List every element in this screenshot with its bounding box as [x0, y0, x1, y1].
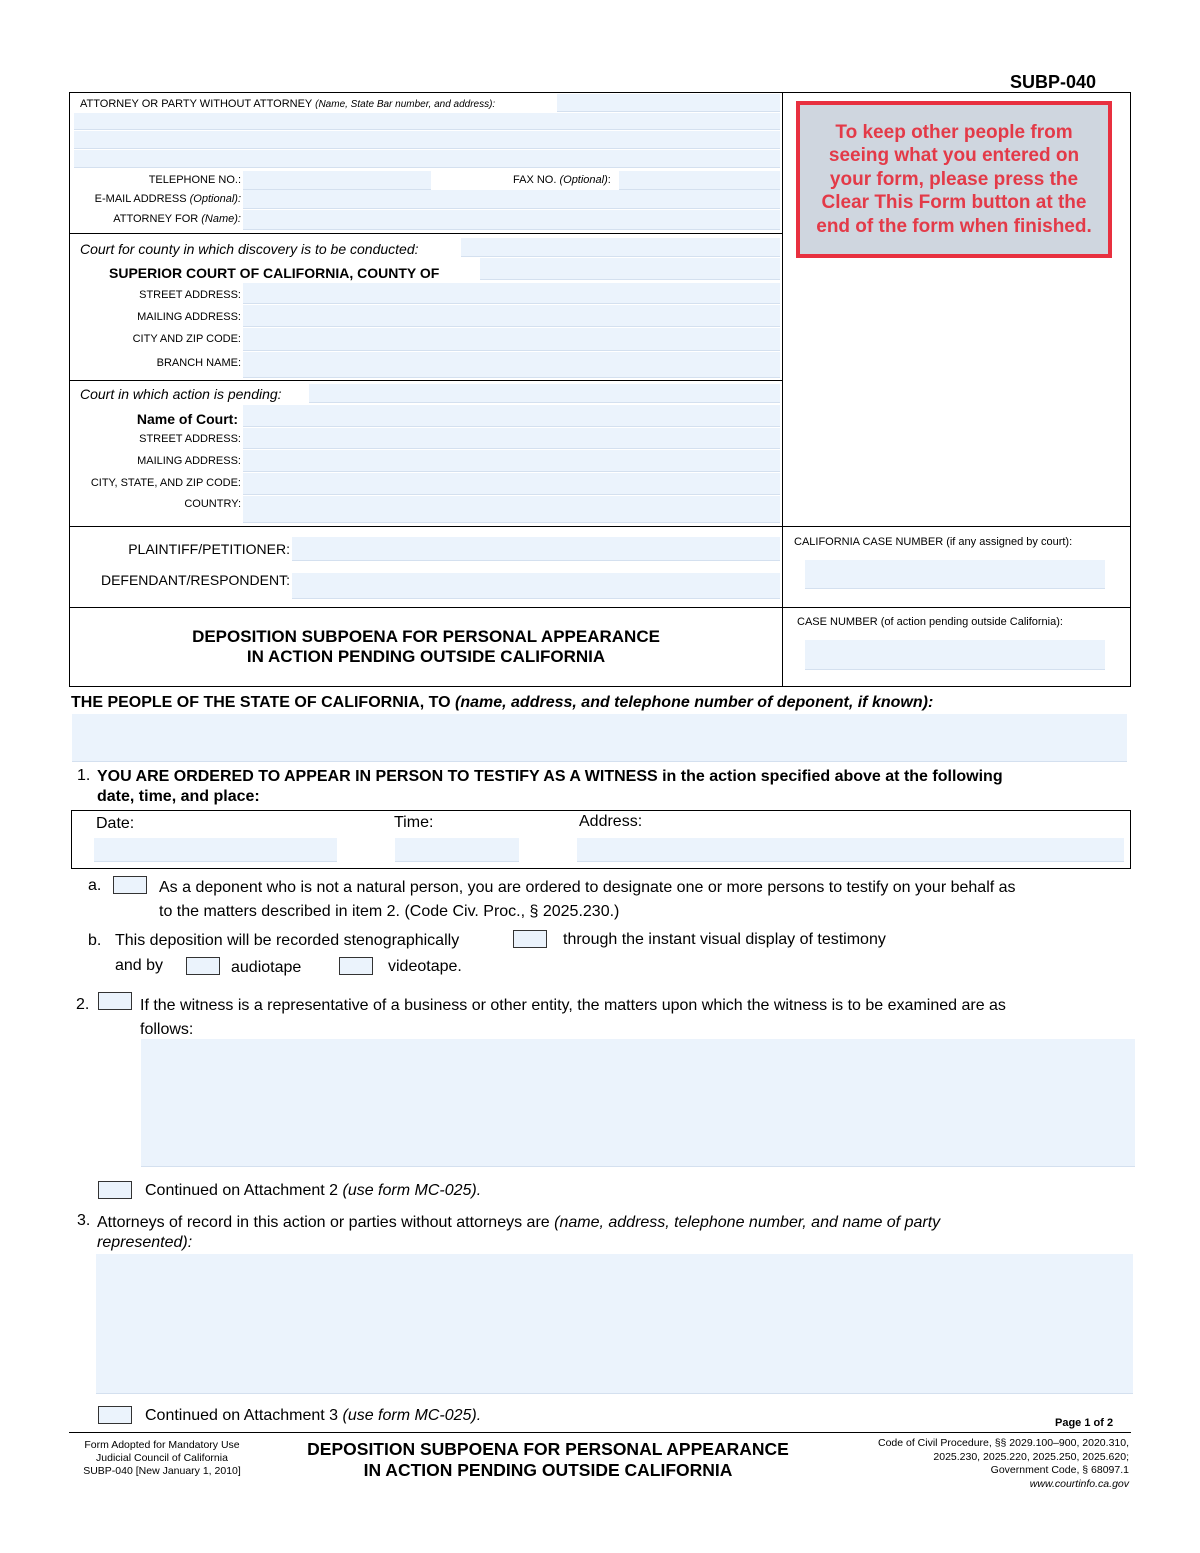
- address-label: Address:: [579, 813, 643, 830]
- discovery-court-heading-field[interactable]: [461, 238, 780, 257]
- attorney-label: [80, 98, 495, 110]
- date-field[interactable]: [94, 838, 337, 862]
- footer-adopted-line3: SUBP-040 [New January 1, 2010]: [83, 1465, 241, 1477]
- clear-form-notice: [796, 101, 1112, 258]
- pending-court-name-field[interactable]: [243, 405, 780, 427]
- item2-matters-field[interactable]: [141, 1039, 1135, 1167]
- telephone-label: TELEPHONE NO.:: [148, 174, 241, 186]
- email-label-text: E-MAIL ADDRESS: [94, 193, 187, 205]
- footer-rule: [69, 1432, 1131, 1433]
- pending-city-label: CITY, STATE, AND ZIP CODE:: [90, 477, 241, 489]
- form-title: [70, 627, 782, 667]
- deponent-field[interactable]: [72, 714, 1127, 762]
- fax-label-italic: (Optional): [559, 174, 608, 186]
- discovery-mailing-label: MAILING ADDRESS:: [137, 311, 241, 323]
- superior-court-label: SUPERIOR COURT OF CALIFORNIA, COUNTY OF: [109, 265, 440, 281]
- outside-case-number-label: CASE NUMBER (of action pending outside California):: [797, 616, 1063, 628]
- item2-text-line2: follows:: [140, 1021, 194, 1038]
- clear-form-notice-text: To keep other people from seeing what you entered on your form, please press the Clear This Form button at the end of the form when finished.: [816, 121, 1092, 237]
- footer-website-link[interactable]: www.courtinfo.ca.gov: [1029, 1477, 1129, 1490]
- audiotape-label: audiotape: [231, 959, 302, 976]
- time-field[interactable]: [395, 838, 519, 862]
- footer-code-line3: Government Code, § 68097.1: [990, 1464, 1129, 1476]
- form-title-line1: DEPOSITION SUBPOENA FOR PERSONAL APPEARANCE: [192, 627, 660, 646]
- item1a-text-line2: to the matters described in item 2. (Code Civ. Proc., § 2025.230.): [159, 903, 620, 920]
- footer-adopted: [62, 1439, 262, 1478]
- people-line-italic: (name, address, and telephone number of deponent, if known):: [455, 694, 934, 711]
- attorney-address-line1[interactable]: [74, 113, 780, 130]
- attorney-name-field[interactable]: [557, 94, 780, 112]
- instant-display-checkbox[interactable]: [513, 930, 547, 948]
- item3-attorneys-field[interactable]: [96, 1254, 1133, 1394]
- item1a-checkbox[interactable]: [113, 876, 147, 894]
- pending-mailing-label: MAILING ADDRESS:: [137, 455, 241, 467]
- footer-title-line1: DEPOSITION SUBPOENA FOR PERSONAL APPEARANCE: [307, 1439, 789, 1459]
- county-field[interactable]: [480, 258, 780, 280]
- audiotape-checkbox[interactable]: [186, 957, 220, 975]
- footer-code-line2: 2025.230, 2025.220, 2025.250, 2025.620;: [933, 1450, 1129, 1463]
- item2-continued-italic: (use form MC-025).: [342, 1182, 482, 1199]
- attorney-label-text: ATTORNEY OR PARTY WITHOUT ATTORNEY: [80, 98, 313, 110]
- pending-country-label: COUNTRY:: [184, 498, 241, 510]
- attorney-address-line3[interactable]: [74, 150, 780, 168]
- people-line: [71, 694, 933, 712]
- attorney-for-label-italic: (Name):: [201, 213, 241, 225]
- header-divider-vertical: [782, 92, 783, 686]
- item2-continued-text: Continued on Attachment 2: [145, 1182, 339, 1199]
- footer-code-line1: Code of Civil Procedure, §§ 2029.100–900, 2020.310,: [877, 1437, 1129, 1449]
- discovery-branch-label: BRANCH NAME:: [156, 357, 241, 369]
- item1-text: [97, 767, 1003, 807]
- discovery-mailing-field[interactable]: [243, 305, 780, 327]
- header-bottom-border: [69, 686, 1131, 687]
- discovery-street-field[interactable]: [243, 283, 780, 304]
- item2-checkbox[interactable]: [98, 992, 132, 1010]
- attorney-address-line2[interactable]: [74, 131, 780, 149]
- item3-continued-italic: (use form MC-025).: [342, 1407, 482, 1424]
- ca-case-number-field[interactable]: [805, 560, 1105, 589]
- item3-number: 3.: [77, 1212, 91, 1229]
- header-left-border: [69, 92, 70, 686]
- item2-text-line1: If the witness is a representative of a business or other entity, the matters upon which the witness is to be examined are as: [140, 997, 1006, 1014]
- discovery-branch-field[interactable]: [243, 352, 780, 378]
- email-field[interactable]: [243, 190, 780, 209]
- fax-label-text: FAX NO.: [513, 174, 557, 186]
- header-divider-3: [69, 526, 1131, 527]
- outside-case-number-field[interactable]: [805, 640, 1105, 670]
- footer-adopted-line2: Judicial Council of California: [96, 1452, 228, 1464]
- plaintiff-field[interactable]: [292, 537, 780, 561]
- footer-title: [268, 1439, 828, 1481]
- fax-label: FAX NO. (Optional):: [513, 174, 611, 186]
- page-number: Page 1 of 2: [1055, 1417, 1114, 1429]
- defendant-label: DEFENDANT/RESPONDENT:: [100, 572, 290, 588]
- plaintiff-label: PLAINTIFF/PETITIONER:: [128, 541, 290, 557]
- header-divider-2: [69, 380, 782, 381]
- footer-title-line2: IN ACTION PENDING OUTSIDE CALIFORNIA: [363, 1460, 733, 1480]
- pending-court-heading: Court in which action is pending:: [80, 386, 282, 402]
- header-top-border: [69, 92, 1131, 93]
- fax-field[interactable]: [619, 171, 780, 190]
- videotape-checkbox[interactable]: [339, 957, 373, 975]
- pending-street-field[interactable]: [243, 428, 780, 449]
- discovery-street-label: STREET ADDRESS:: [139, 289, 241, 301]
- item1-text-line1: YOU ARE ORDERED TO APPEAR IN PERSON TO TESTIFY AS A WITNESS in the action specified above at the following: [97, 768, 1003, 785]
- item1a-text-line1: As a deponent who is not a natural person, you are ordered to designate one or more persons to testify on your behalf as: [159, 879, 1016, 896]
- item1b-letter: b.: [88, 932, 102, 949]
- attorney-for-label-text: ATTORNEY FOR: [113, 213, 199, 225]
- item2-text: [140, 994, 1006, 1042]
- videotape-label: videotape.: [388, 958, 462, 975]
- attorney-for-field[interactable]: [243, 210, 780, 230]
- email-label-italic: (Optional):: [189, 193, 241, 205]
- item3-text-line1-italic: (name, address, telephone number, and name of party: [554, 1214, 941, 1231]
- item2-number: 2.: [76, 996, 90, 1013]
- instant-display-label: through the instant visual display of testimony: [563, 931, 886, 948]
- pending-street-label: STREET ADDRESS:: [139, 433, 241, 445]
- item3-continued-checkbox[interactable]: [98, 1406, 132, 1424]
- item1-number: 1.: [77, 767, 91, 784]
- item1-text-line2: date, time, and place:: [97, 788, 260, 805]
- footer-adopted-line1: Form Adopted for Mandatory Use: [84, 1439, 240, 1451]
- header-divider-1: [69, 233, 782, 234]
- item3-text-line1-plain: Attorneys of record in this action or parties without attorneys are: [97, 1214, 550, 1231]
- form-title-line2: IN ACTION PENDING OUTSIDE CALIFORNIA: [246, 647, 606, 666]
- pending-mailing-field[interactable]: [243, 450, 780, 472]
- item3-text: [97, 1213, 940, 1253]
- item3-text-line1: [97, 1213, 940, 1233]
- discovery-court-heading: Court for county in which discovery is to be conducted:: [80, 241, 419, 257]
- attorney-for-label: [60, 213, 241, 225]
- date-label: Date:: [96, 815, 135, 832]
- and-by-label: and by: [115, 957, 164, 974]
- footer-citations: [820, 1437, 1129, 1491]
- item3-continued-label: [145, 1407, 481, 1425]
- people-line-text: THE PEOPLE OF THE STATE OF CALIFORNIA, TO: [71, 694, 451, 711]
- header-divider-4: [69, 607, 1131, 608]
- discovery-city-label: CITY AND ZIP CODE:: [132, 333, 241, 345]
- ca-case-number-label: CALIFORNIA CASE NUMBER (if any assigned by court):: [794, 536, 1073, 548]
- item3-text-line2-italic: represented):: [97, 1234, 193, 1251]
- pending-city-field[interactable]: [243, 473, 780, 495]
- telephone-field[interactable]: [243, 171, 431, 190]
- attorney-label-italic: (Name, State Bar number, and address):: [315, 99, 496, 110]
- email-label: [60, 193, 241, 205]
- defendant-field[interactable]: [292, 573, 780, 599]
- item2-continued-label: [145, 1182, 481, 1200]
- item3-continued-text: Continued on Attachment 3: [145, 1407, 339, 1424]
- pending-court-heading-field[interactable]: [309, 384, 780, 403]
- item1a-text: [159, 876, 1016, 924]
- item1a-letter: a.: [88, 877, 102, 894]
- address-field[interactable]: [577, 838, 1124, 862]
- pending-court-name-label: Name of Court:: [136, 411, 238, 427]
- form-id: SUBP-040: [1010, 72, 1097, 92]
- pending-country-field[interactable]: [243, 496, 780, 523]
- header-right-border: [1130, 92, 1131, 686]
- item2-continued-checkbox[interactable]: [98, 1181, 132, 1199]
- time-label: Time:: [394, 814, 434, 831]
- discovery-city-field[interactable]: [243, 328, 780, 351]
- item1b-text: This deposition will be recorded stenographically: [115, 932, 460, 949]
